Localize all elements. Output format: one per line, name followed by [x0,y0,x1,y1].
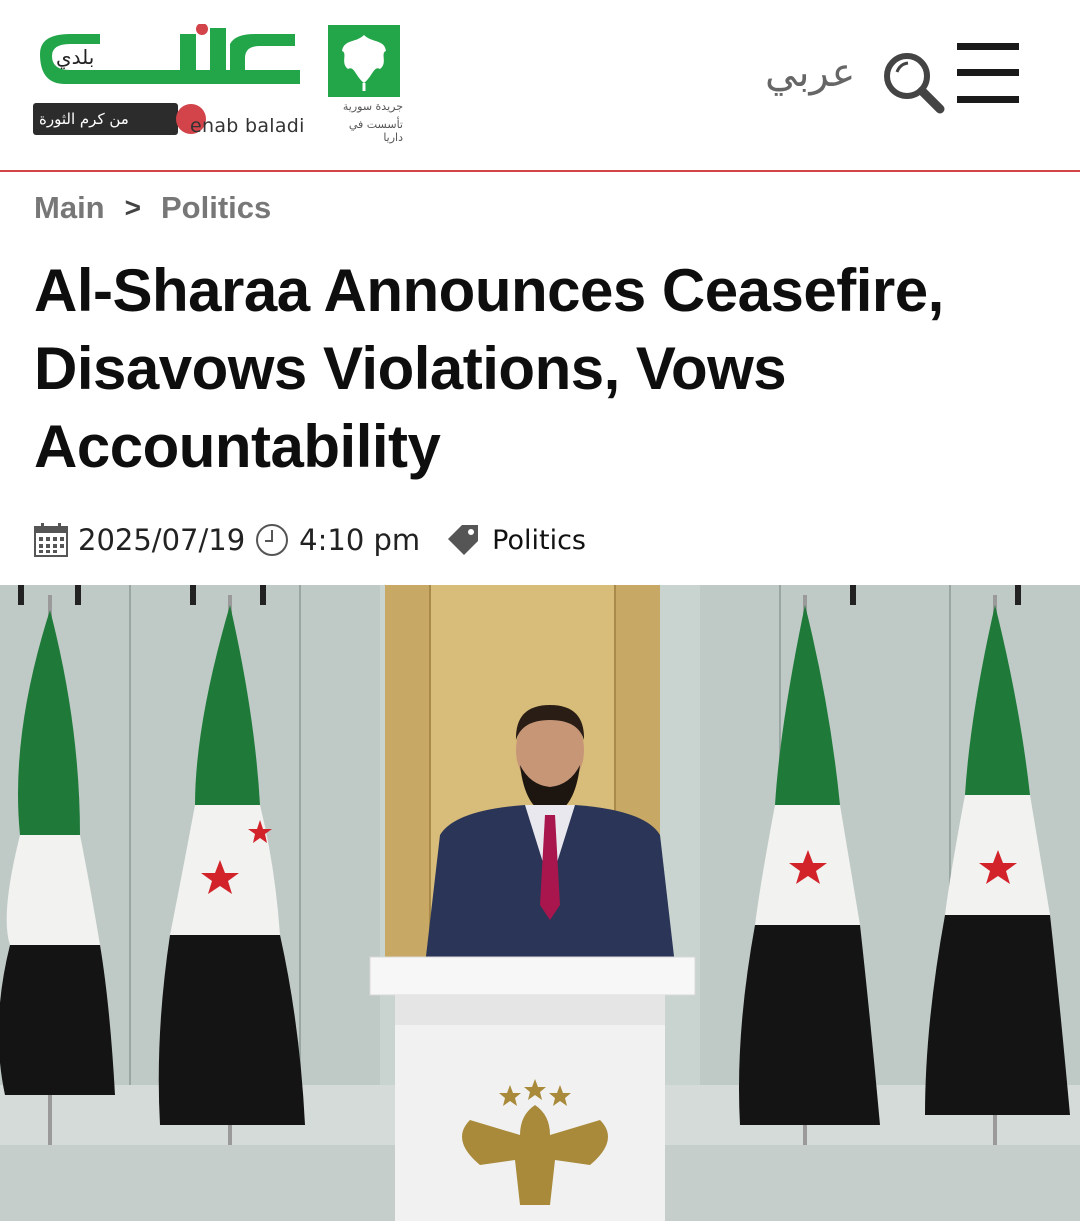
breadcrumb [34,190,271,226]
breadcrumb-home-link[interactable]: Main [34,190,105,225]
article-date: 2025/07/19 [78,523,246,557]
tag-icon [446,523,480,557]
article-category-link[interactable]: Politics [492,524,586,556]
grape-leaf-icon [328,25,400,97]
menu-bar-bottom [957,96,1019,103]
podium [370,957,695,1221]
article-meta [34,515,586,565]
logo-subtitle-line2: تأسست في داريا [348,118,403,144]
article-title: Al-Sharaa Announces Ceasefire, Disavows Violations, Vows Accountability [34,257,944,480]
language-switch-link[interactable]: عربي [765,50,856,96]
logo-subtitle-line1: جريدة سورية [342,100,403,113]
breadcrumb-separator: > [124,192,141,223]
search-button[interactable] [880,50,946,114]
logo-wordmark [30,24,310,94]
hero-photo [0,585,1080,1221]
site-header [0,0,1080,172]
article-time: 4:10 pm [299,523,421,557]
article-hero-image [0,585,1080,1221]
menu-bar-top [957,43,1019,50]
clock-icon [255,523,289,557]
hamburger-menu-button[interactable] [957,43,1019,105]
svg-text:بلدي: بلدي [56,45,95,69]
calendar-icon [34,523,68,557]
breadcrumb-section-link[interactable]: Politics [160,190,272,225]
logo-tagline: من كرم الثورة [33,103,178,135]
site-logo[interactable] [30,20,410,144]
search-icon [880,50,946,114]
logo-latin-name: enab baladi [190,115,305,137]
menu-bar-middle [957,69,1019,76]
